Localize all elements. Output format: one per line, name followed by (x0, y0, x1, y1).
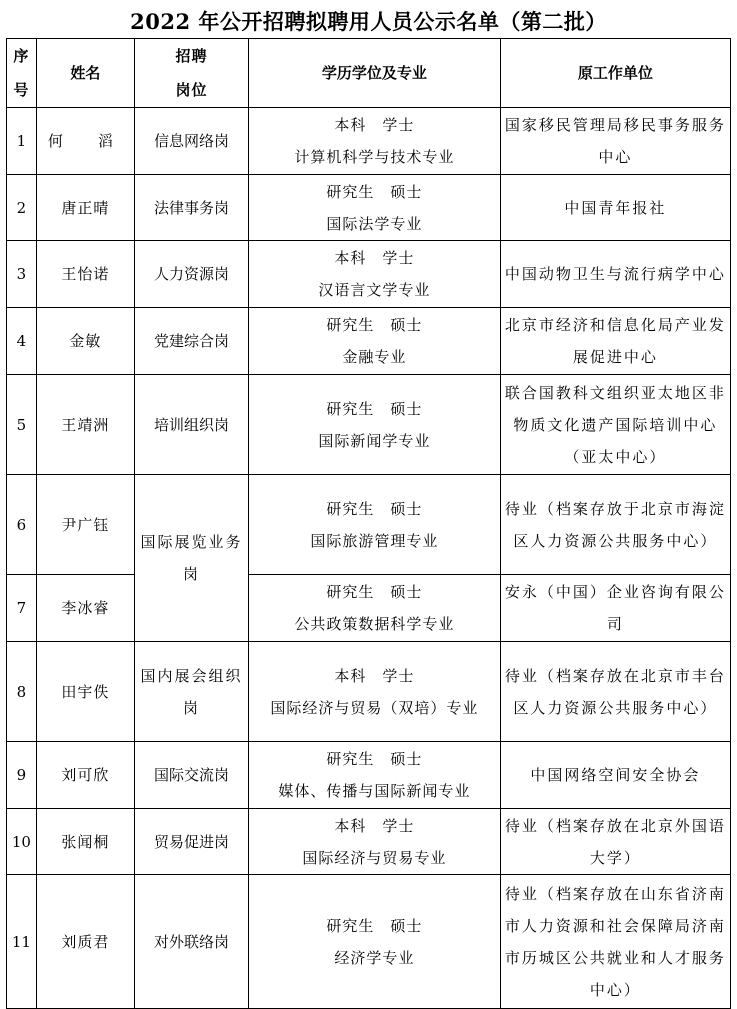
cell-org (500, 875, 730, 1009)
cell-no: 1 (7, 108, 37, 175)
cell-no: 9 (7, 742, 37, 809)
cell-edu (249, 108, 501, 175)
edu-degree: 研究生 硕士 (326, 583, 423, 601)
cell-post: 培训组织岗 (134, 375, 248, 475)
edu-degree: 本科 学士 (334, 816, 415, 835)
cell-edu (249, 241, 501, 308)
org-text: 北京市经济和信息化局产业发展促进中心 (504, 316, 726, 366)
org-text: 待业（档案存放在山东省济南市人力资源和社会保障局济南市历城区公共就业和人才服务中心） (504, 884, 726, 999)
cell-no: 8 (7, 642, 37, 742)
edu-degree: 研究生 硕士 (326, 916, 423, 935)
header-name: 姓名 (36, 39, 134, 108)
header-no (7, 39, 37, 108)
org-text: 中国动物卫生与流行病学中心 (504, 265, 726, 283)
page-title: 2022 年公开招聘拟聘用人员公示名单（第二批） (130, 9, 607, 34)
table-row (7, 642, 731, 742)
header-post (134, 39, 248, 108)
edu-major: 计算机科学与技术专业 (294, 148, 455, 166)
cell-no: 6 (7, 475, 37, 575)
edu-degree: 研究生 硕士 (326, 399, 423, 418)
edu-degree: 研究生 硕士 (326, 316, 423, 334)
cell-no: 3 (7, 241, 37, 308)
edu-major: 国际法学专业 (326, 214, 423, 233)
edu-major: 国际旅游管理专业 (310, 531, 439, 550)
cell-name: 张闻桐 (36, 809, 134, 875)
personnel-table (6, 38, 731, 1009)
cell-post: 法律事务岗 (134, 175, 248, 241)
edu-major: 国际经济与贸易专业 (302, 848, 447, 867)
cell-name: 刘可欣 (36, 742, 134, 809)
cell-name: 金敏 (36, 308, 134, 375)
header-post-line2: 岗位 (175, 81, 208, 99)
post-text: 国内展会组织岗 (140, 666, 243, 717)
cell-edu (249, 575, 501, 642)
cell-edu (249, 809, 501, 875)
cell-name: 李冰睿 (36, 575, 134, 642)
cell-edu (249, 642, 501, 742)
cell-no: 5 (7, 375, 37, 475)
cell-name: 何 滔 (36, 108, 134, 175)
cell-post: 人力资源岗 (134, 241, 248, 308)
org-text: 待业（档案存放于北京市海淀区人力资源公共服务中心） (504, 499, 726, 550)
org-text: 国家移民管理局移民事务服务中心 (504, 116, 726, 166)
cell-post-merged (134, 475, 248, 642)
edu-degree: 研究生 硕士 (326, 182, 423, 201)
cell-org (500, 175, 730, 241)
table-row (7, 475, 731, 575)
table-row (7, 742, 731, 809)
cell-no: 4 (7, 308, 37, 375)
cell-org (500, 742, 730, 809)
cell-post (134, 642, 248, 742)
org-text: 安永（中国）企业咨询有限公司 (504, 583, 726, 633)
org-text: 联合国教科文组织亚太地区非物质文化遗产国际培训中心（亚太中心） (504, 383, 726, 466)
header-edu: 学历学位及专业 (249, 39, 501, 108)
edu-major: 金融专业 (342, 348, 407, 366)
cell-name: 唐正晴 (36, 175, 134, 241)
cell-edu (249, 475, 501, 575)
cell-name: 尹广钰 (36, 475, 134, 575)
edu-degree: 本科 学士 (334, 666, 415, 685)
table-row (7, 175, 731, 241)
cell-name: 田宇佚 (36, 642, 134, 742)
edu-major: 国际经济与贸易（双培）专业 (270, 698, 479, 717)
cell-edu (249, 742, 501, 809)
edu-degree: 本科 学士 (334, 116, 415, 134)
edu-major: 媒体、传播与国际新闻专业 (278, 782, 471, 800)
cell-post: 党建综合岗 (134, 308, 248, 375)
cell-name: 王怡诺 (36, 241, 134, 308)
edu-degree: 研究生 硕士 (326, 499, 423, 518)
cell-no: 7 (7, 575, 37, 642)
edu-major: 公共政策数据科学专业 (294, 615, 455, 633)
org-text: 中国网络空间安全协会 (530, 766, 701, 784)
cell-org (500, 108, 730, 175)
cell-edu (249, 175, 501, 241)
table-row (7, 875, 731, 1009)
cell-org (500, 241, 730, 308)
table-row (7, 108, 731, 175)
cell-no: 11 (7, 875, 37, 1009)
cell-org (500, 308, 730, 375)
cell-post: 国际交流岗 (134, 742, 248, 809)
org-text: 中国青年报社 (564, 198, 667, 217)
cell-org (500, 475, 730, 575)
org-text: 待业（档案存放在北京外国语大学） (504, 816, 726, 867)
header-no-line1: 序 (13, 47, 30, 65)
header-row (7, 39, 731, 108)
cell-no: 10 (7, 809, 37, 875)
cell-org (500, 642, 730, 742)
table-row (7, 308, 731, 375)
org-text: 待业（档案存放在北京市丰台区人力资源公共服务中心） (504, 666, 726, 717)
edu-major: 经济学专业 (334, 948, 415, 967)
cell-post: 贸易促进岗 (134, 809, 248, 875)
cell-org (500, 375, 730, 475)
cell-name: 王靖洲 (36, 375, 134, 475)
edu-major: 国际新闻学专业 (318, 431, 431, 450)
cell-org (500, 575, 730, 642)
cell-post: 对外联络岗 (134, 875, 248, 1009)
table-row (7, 575, 731, 642)
table-row (7, 809, 731, 875)
cell-edu (249, 308, 501, 375)
cell-name: 刘质君 (36, 875, 134, 1009)
cell-org (500, 809, 730, 875)
cell-edu (249, 875, 501, 1009)
cell-no: 2 (7, 175, 37, 241)
table-row (7, 241, 731, 308)
table-row (7, 375, 731, 475)
post-text: 国际展览业务岗 (140, 533, 243, 583)
cell-post: 信息网络岗 (134, 108, 248, 175)
header-no-line2: 号 (13, 81, 30, 99)
edu-degree: 研究生 硕士 (326, 750, 423, 768)
header-org: 原工作单位 (500, 39, 730, 108)
edu-degree: 本科 学士 (334, 249, 415, 267)
header-post-line1: 招聘 (175, 47, 208, 65)
cell-edu (249, 375, 501, 475)
edu-major: 汉语言文学专业 (318, 281, 431, 299)
